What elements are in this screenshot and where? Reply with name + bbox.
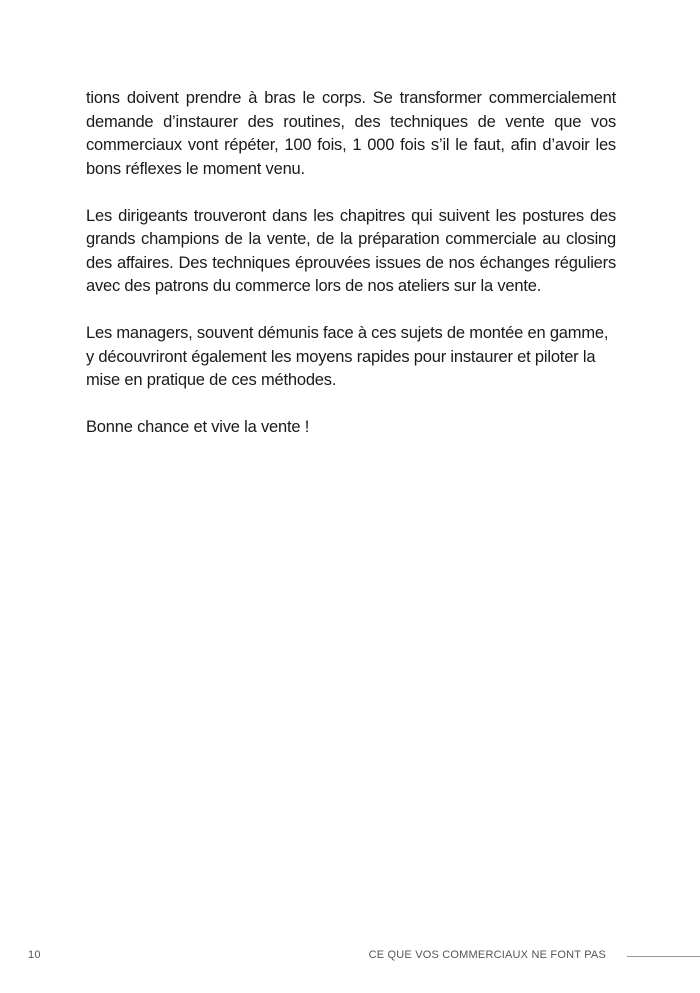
paragraph: Les dirigeants trouveront dans les chapitres qui suivent les postures des grands champions de la vente, de la préparation commerciale au closing des affaires. Des techniques éprouvées issues de nos échanges réguliers avec des patrons du commerce lors de nos ateliers sur la vente. bbox=[86, 206, 616, 295]
running-footer-title: CE QUE VOS COMMERCIAUX NE FONT PAS bbox=[368, 949, 606, 961]
closing-line: Bonne chance et vive la vente ! bbox=[86, 418, 310, 436]
footer-rule bbox=[627, 956, 700, 957]
paragraph: tions doivent prendre à bras le corps. Se transformer commercialement demande d’instaurer des routines, des techniques de vente que vos commerciaux vont répéter, 100 fois, 1 000 fois s’il le faut, afin d’avoir les bons réflexes le moment venu. bbox=[86, 89, 616, 178]
body-text bbox=[86, 87, 616, 463]
paragraph: Les managers, souvent démunis face à ces sujets de montée en gamme, y découvriront également les moyens rapides pour instaurer et piloter la mise en pratique de ces méthodes. bbox=[86, 324, 609, 389]
page-number: 10 bbox=[28, 949, 41, 961]
